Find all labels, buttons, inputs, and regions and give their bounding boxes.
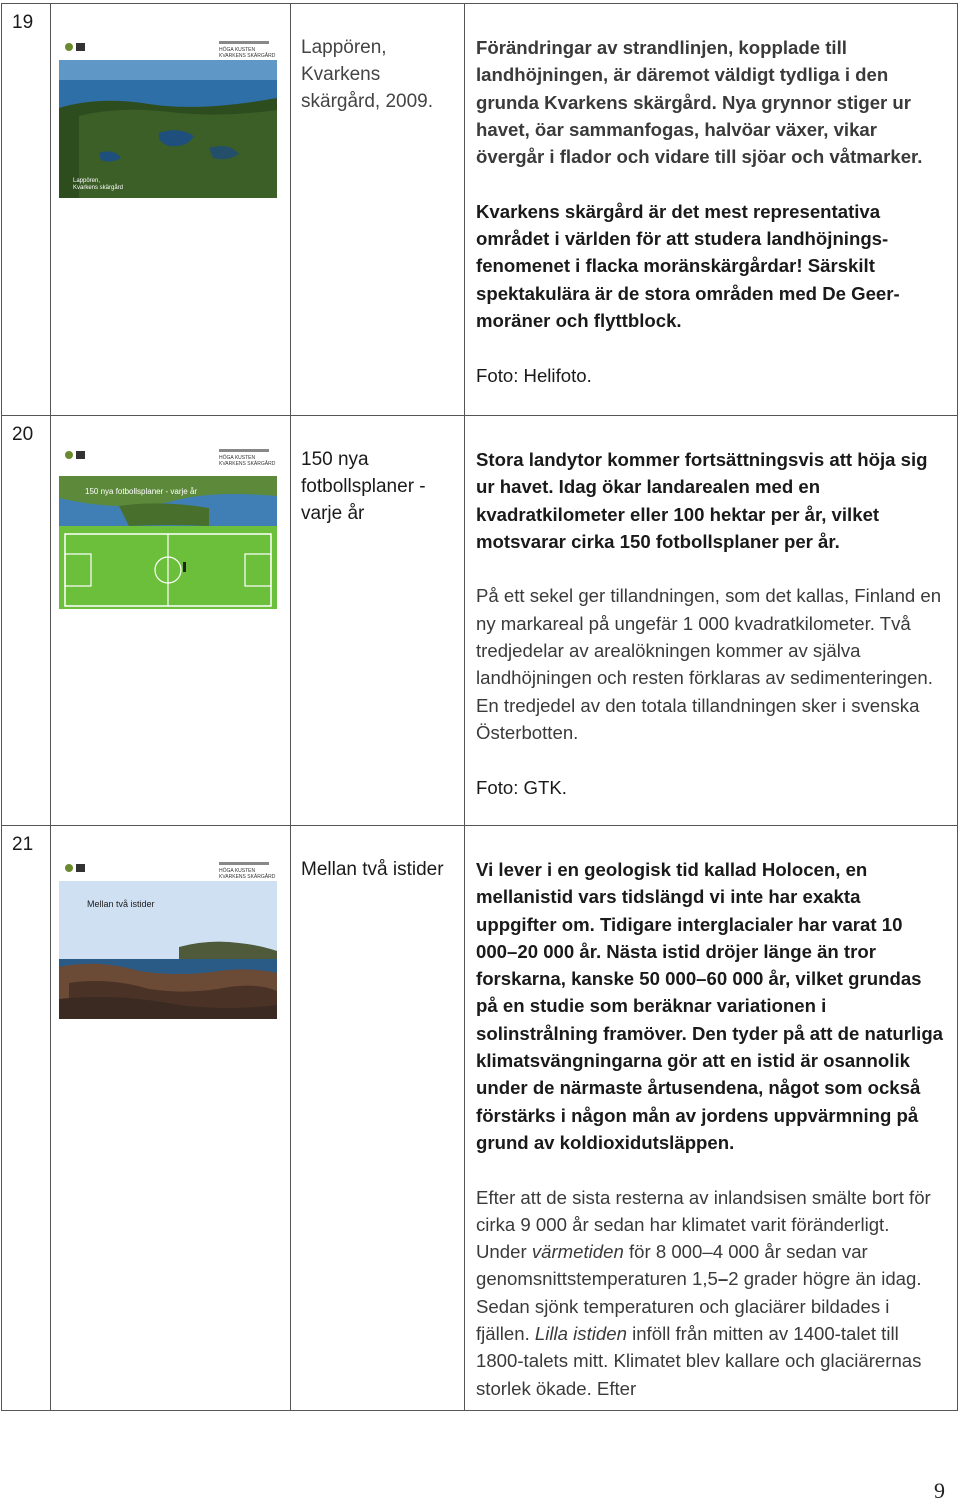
logo-text: KVARKENS SKÄRGÅRD — [219, 461, 276, 467]
slide-caption: Lappören, — [73, 178, 101, 184]
slide-number: 21 — [2, 826, 51, 1411]
italic-term: värmetiden — [531, 1241, 624, 1263]
slide-thumbnail-cell — [51, 826, 291, 1411]
slide-thumbnail-cell — [51, 416, 291, 826]
slide-thumbnail-image — [59, 446, 277, 609]
slide-caption: Kvarkens skärgård — [73, 185, 124, 191]
slide-title: Lappören, Kvarkens skärgård, 2009. — [291, 4, 465, 416]
slide-thumbnail-cell — [51, 4, 291, 416]
slide-notes — [465, 416, 958, 826]
text-run: – — [717, 1268, 729, 1290]
slide-number: 19 — [2, 4, 51, 416]
slide-overlay-title: 150 nya fotbollsplaner - varje år — [85, 487, 198, 496]
text-run: Efter att de sista resterna av inlandsisen smälte bort för cirka 9 000 år sedan har klimatet varit föränderligt. Under — [476, 1186, 931, 1263]
text-run: inföll från mitten av 1400-talet till 1800-talets mitt. Klimatet blev kallare och glaciärernas storlek ökade. Efter — [476, 1323, 922, 1399]
text-run: 2 grader högre än idag. Sedan sjönk temperaturen och glaciärer bildades i fjällen. — [476, 1268, 922, 1345]
slide-overlay-title: Mellan två istider — [87, 899, 155, 909]
table-row — [2, 4, 958, 416]
italic-term: Lilla istiden — [534, 1323, 627, 1345]
photo-credit: Foto: Helifoto. — [476, 364, 592, 386]
slide-thumbnail-image — [59, 859, 277, 1019]
text-run: för 8 000–4 000 år sedan var genomsnittstemperaturen 1,5 — [476, 1241, 868, 1290]
slide-notes — [465, 4, 958, 416]
paragraph: Förändringar av strandlinjen, kopplade till landhöjningen, är däremot väldigt tydliga i den grunda Kvarkens skärgård. Nya grynnor stiger ur havet, öar sammanfogas, halvöar växer, vikar övergår i flador och vidare till sjöar och våtmarker. — [476, 37, 923, 168]
logo-text: HÖGA KUSTEN — [219, 47, 256, 53]
slide-number: 20 — [2, 416, 51, 826]
paragraph: På ett sekel ger tillandningen, som det kallas, Finland en ny markareal på ungefär 1 000 kvadratkilometer. Två tredjedelar av arealökningen kommer av själva landhöjningen och resten förklaras av sedimenteringen. En tredjedel av den totala tillandningen sker i svenska Österbotten. — [476, 585, 942, 743]
page-number: 9 — [934, 1478, 945, 1503]
paragraph: Stora landytor kommer fortsättningsvis att höja sig ur havet. Idag ökar landarealen med en kvadratkilometer eller 100 hektar per år, vilket motsvarar cirka 150 fotbollsplaner per år. — [476, 449, 928, 552]
paragraph — [476, 1184, 945, 1402]
table-row — [2, 416, 958, 826]
slide-thumbnail-image — [59, 38, 277, 198]
paragraph: Vi lever i en geologisk tid kallad Holocen, en mellanistid vars tidslängd vi inte har exakta uppgifter om. Tidigare interglacialer har varat 10 000–20 000 år. Nästa istid dröjer länge än tror forskarna, kanske 50 000–60 000 år, vilket grundas på en studie som beräknar variationen i solinstrålning framöver. Den tyder på att de naturliga klimatsvängningarna gör att en istid är osannolik under de närmaste årtusendena, något som också förstärks i någon mån av jordens uppvärmning på grund av koldioxidutsläppen. — [476, 859, 944, 1153]
slide-title: 150 nya fotbollsplaner - varje år — [291, 416, 465, 826]
table-row — [2, 826, 958, 1411]
photo-credit: Foto: GTK. — [476, 776, 567, 798]
slide-notes — [465, 826, 958, 1411]
logo-text: KVARKENS SKÄRGÅRD — [219, 874, 276, 880]
slide-table — [1, 3, 958, 1411]
logo-text: KVARKENS SKÄRGÅRD — [219, 53, 276, 59]
logo-text: HÖGA KUSTEN — [219, 455, 256, 461]
paragraph: Kvarkens skärgård är det mest representativa området i världen för att studera landhöjnings-fenomenet i flacka moränskärgårdar! Särskilt spektakulära är de stora områden med De Geer-moräner och flyttblock. — [476, 200, 900, 331]
slide-title: Mellan två istider — [291, 826, 465, 1411]
logo-text: HÖGA KUSTEN — [219, 868, 256, 874]
